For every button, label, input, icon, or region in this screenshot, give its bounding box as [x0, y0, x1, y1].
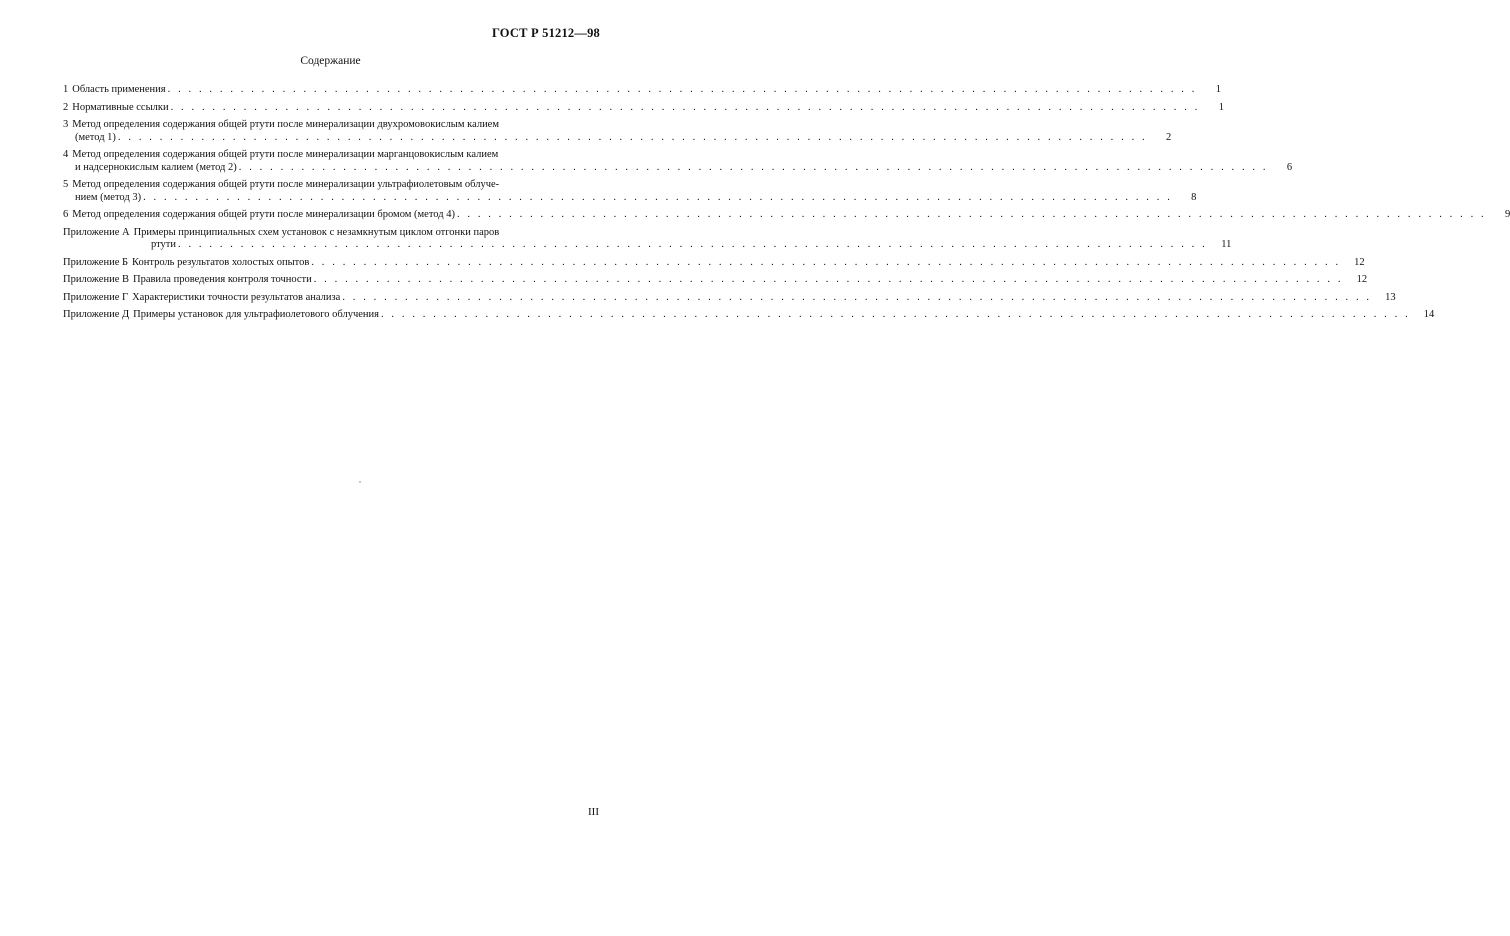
scan-speck: [359, 481, 361, 483]
toc-appendix-label: Приложение А: [63, 226, 130, 238]
table-of-contents: [63, 84, 1510, 327]
toc-entry-number: 6: [63, 209, 69, 220]
toc-entry-number: 4: [63, 149, 69, 160]
toc-leader-dots: . . . . . . . . . . . . . . . . . . . . . . . . . . . . . . . . . . . . . . . . . . . . . . . . . . . . . . . . . . . . . . . . . . . . . . . . . . . . . . . . . . . . . . . . . . . . . . . . . . .: [380, 309, 1411, 320]
toc-entry-title: Нормативные ссылки: [72, 101, 169, 113]
toc-leader-dots: . . . . . . . . . . . . . . . . . . . . . . . . . . . . . . . . . . . . . . . . . . . . . . . . . . . . . . . . . . . . . . . . . . . . . . . . . . . . . . . . . . . . . . . . . . . . . . . . . . .: [342, 291, 1372, 303]
toc-entry-page: 11: [1221, 239, 1232, 250]
toc-entry-4[interactable]: [63, 149, 1293, 174]
toc-entry-6[interactable]: [63, 209, 1510, 222]
toc-entry-title: Примеры установок для ультрафиолетового облучения: [133, 309, 379, 320]
toc-entry-1[interactable]: [63, 84, 1221, 97]
toc-entry-title: Правила проведения контроля точности: [132, 274, 312, 285]
toc-entry-2[interactable]: [63, 101, 1224, 115]
toc-entry-title-continued: и надсернокислым калием (метод 2): [75, 161, 237, 173]
toc-leader-dots: . . . . . . . . . . . . . . . . . . . . . . . . . . . . . . . . . . . . . . . . . . . . . . . . . . . . . . . . . . . . . . . . . . . . . . . . . . . . . . . . . . . . . . . . . . . . . . . . . . .: [167, 84, 1197, 95]
toc-entry-page: 12: [1356, 274, 1368, 285]
toc-entry-title: Метод определения содержания общей ртути после минерализации марганцовокислым калием: [72, 149, 499, 160]
toc-entry-page: 9: [1505, 209, 1510, 220]
toc-entry-number: 5: [63, 179, 69, 190]
toc-appendix-label: Приложение В: [63, 274, 129, 285]
toc-leader-dots: . . . . . . . . . . . . . . . . . . . . . . . . . . . . . . . . . . . . . . . . . . . . . . . . . . . . . . . . . . . . . . . . . . . . . . . . . . . . . . . . . . . . . . . . . . . . . . . . . . .: [313, 274, 1344, 285]
document-code: ГОСТ Р 51212—98: [491, 26, 600, 40]
toc-entry-5[interactable]: [63, 179, 1197, 204]
toc-leader-dots: . . . . . . . . . . . . . . . . . . . . . . . . . . . . . . . . . . . . . . . . . . . . . . . . . . . . . . . . . . . . . . . . . . . . . . . . . . . . . . . . . . . . . . . . . . . . . . . . . . .: [238, 161, 1269, 173]
toc-entry-number: 1: [63, 84, 69, 95]
toc-entry-number: 2: [63, 101, 69, 113]
toc-leader-dots: . . . . . . . . . . . . . . . . . . . . . . . . . . . . . . . . . . . . . . . . . . . . . . . . . . . . . . . . . . . . . . . . . . . . . . . . . . . . . . . . . . . . . . . . . . . . . . . . . . .: [117, 131, 1148, 143]
toc-entry-page: 1: [1218, 101, 1224, 113]
toc-entry-page: 12: [1354, 256, 1365, 268]
page-number: III: [588, 806, 599, 818]
toc-entry-page: 2: [1166, 131, 1172, 143]
toc-appendix-label: Приложение Г: [63, 291, 129, 303]
toc-leader-dots: . . . . . . . . . . . . . . . . . . . . . . . . . . . . . . . . . . . . . . . . . . . . . . . . . . . . . . . . . . . . . . . . . . . . . . . . . . . . . . . . . . . . . . . . . . . . . . . . . . .: [178, 239, 1208, 250]
toc-entry-page: 14: [1423, 309, 1435, 320]
toc-entry-title: Область применения: [72, 84, 166, 95]
toc-entry-page: 8: [1191, 191, 1197, 203]
toc-entry-title: Метод определения содержания общей ртути после минерализации бромом (метод 4): [72, 209, 455, 220]
toc-entry-page: 13: [1385, 291, 1396, 303]
toc-appendix-label: Приложение Д: [63, 309, 130, 320]
toc-entry-title: Характеристики точности результатов анализа: [132, 291, 341, 303]
toc-entry-title-continued: нием (метод 3): [75, 191, 142, 203]
toc-leader-dots: . . . . . . . . . . . . . . . . . . . . . . . . . . . . . . . . . . . . . . . . . . . . . . . . . . . . . . . . . . . . . . . . . . . . . . . . . . . . . . . . . . . . . . . . . . . . . . . . . . .: [311, 256, 1341, 268]
toc-entry-page: 1: [1215, 84, 1221, 95]
toc-appendix-g[interactable]: [63, 291, 1396, 305]
toc-entry-title: Контроль результатов холостых опытов: [132, 256, 310, 268]
toc-leader-dots: . . . . . . . . . . . . . . . . . . . . . . . . . . . . . . . . . . . . . . . . . . . . . . . . . . . . . . . . . . . . . . . . . . . . . . . . . . . . . . . . . . . . . . . . . . . . . . . . . . .: [170, 101, 1200, 113]
toc-appendix-v[interactable]: [63, 274, 1368, 287]
toc-appendix-a[interactable]: [63, 226, 1232, 252]
toc-entry-page: 6: [1286, 161, 1293, 173]
toc-entry-title: Метод определения содержания общей ртути после минерализации ультрафиолетовым облуче-: [72, 179, 500, 190]
page-title: Содержание: [300, 55, 361, 67]
toc-appendix-b[interactable]: [63, 256, 1365, 270]
toc-appendix-d[interactable]: [63, 309, 1435, 322]
toc-entry-title-continued: (метод 1): [75, 131, 116, 143]
toc-entry-title: Метод определения содержания общей ртути после минерализации двухромовокислым калием: [72, 119, 499, 130]
toc-entry-3[interactable]: [63, 119, 1172, 144]
toc-entry-number: 3: [63, 119, 69, 130]
toc-entry-title-continued: ртути: [151, 239, 177, 250]
toc-entry-title: Примеры принципиальных схем установок с незамкнутым циклом отгонки паров: [133, 226, 500, 238]
toc-appendix-label: Приложение Б: [63, 256, 129, 268]
toc-leader-dots: . . . . . . . . . . . . . . . . . . . . . . . . . . . . . . . . . . . . . . . . . . . . . . . . . . . . . . . . . . . . . . . . . . . . . . . . . . . . . . . . . . . . . . . . . . . . . . . . . . .: [143, 191, 1173, 203]
toc-leader-dots: . . . . . . . . . . . . . . . . . . . . . . . . . . . . . . . . . . . . . . . . . . . . . . . . . . . . . . . . . . . . . . . . . . . . . . . . . . . . . . . . . . . . . . . . . . . . . . . . . . .: [456, 209, 1487, 220]
